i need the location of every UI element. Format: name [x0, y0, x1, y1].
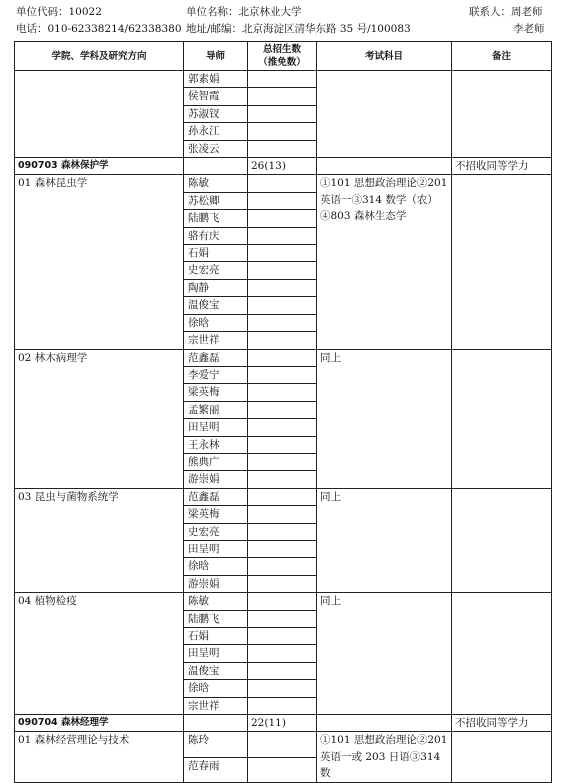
enroll-cell: [248, 192, 317, 209]
enroll-cell: [248, 88, 317, 105]
tutor-cell: 熊典广: [184, 453, 248, 470]
unit-name: 单位名称：北京林业大学: [186, 6, 302, 18]
tutor-cell: 石娟: [184, 628, 248, 645]
section-note: 不招收同等学力: [452, 715, 552, 732]
enroll-cell: [248, 575, 317, 592]
enroll-cell: [248, 227, 317, 244]
subjects-cell-cont: [317, 71, 452, 158]
tutor-cell: 范春雨: [184, 757, 248, 782]
tutor-cell: 史宏亮: [184, 262, 248, 279]
col-header-enroll-line2: （推免数）: [258, 57, 306, 68]
note-cell: [452, 175, 552, 349]
tutor-cell: 郭素娟: [184, 71, 248, 88]
tutor-cell: 孟繁丽: [184, 401, 248, 418]
section-enroll: 22(11): [248, 715, 317, 732]
enroll-cell: [248, 757, 317, 782]
enroll-cell: [248, 245, 317, 262]
enroll-cell: [248, 558, 317, 575]
tutor-cell: 陶静: [184, 279, 248, 296]
tutor-cell: 徐晗: [184, 558, 248, 575]
phone: 电话：010-62338214/62338380: [16, 23, 182, 35]
enroll-cell: [248, 262, 317, 279]
enroll-cell: [248, 680, 317, 697]
tutor-cell: 温俊宝: [184, 662, 248, 679]
dept-cell-cont: [15, 71, 184, 158]
enroll-cell: [248, 610, 317, 627]
enroll-cell: [248, 71, 317, 88]
note-cell: [452, 488, 552, 592]
section-title: 090704 森林经理学: [15, 715, 184, 732]
tutor-cell: 李爱宁: [184, 366, 248, 383]
tutor-cell: 张凌云: [184, 140, 248, 157]
section-enroll: 26(13): [248, 158, 317, 175]
direction-name: 04 植物检疫: [15, 593, 184, 715]
enroll-cell: [248, 453, 317, 470]
enroll-cell: [248, 279, 317, 296]
contact-2: 李老师: [513, 23, 545, 35]
enroll-cell: [248, 662, 317, 679]
direction-name: 01 森林经营理论与技术: [15, 732, 184, 783]
enroll-cell: [248, 384, 317, 401]
section-title: 090703 森林保护学: [15, 158, 184, 175]
enroll-cell: [248, 349, 317, 366]
exam-subjects: ①101 思想政治理论②201 英语一或 203 日语③314 数: [317, 732, 452, 783]
col-header-subjects: 考试科目: [317, 42, 452, 71]
exam-subjects: 同上: [317, 349, 452, 488]
tutor-cell: 田呈明: [184, 645, 248, 662]
enroll-cell: [248, 628, 317, 645]
tutor-cell: 陆鹏飞: [184, 610, 248, 627]
col-header-dept: 学院、学科及研究方向: [15, 42, 184, 71]
unit-code: 单位代码：10022: [16, 6, 102, 18]
tutor-cell: 石娟: [184, 245, 248, 262]
enroll-cell: [248, 488, 317, 505]
tutor-cell: [184, 158, 248, 175]
col-header-enroll: [248, 42, 317, 71]
note-cell-cont: [452, 71, 552, 158]
tutor-cell: 侯智霞: [184, 88, 248, 105]
exam-subjects: 同上: [317, 488, 452, 592]
tutor-cell: 宗世祥: [184, 332, 248, 349]
section-note: 不招收同等学力: [452, 158, 552, 175]
enroll-cell: [248, 210, 317, 227]
enroll-cell: [248, 366, 317, 383]
direction-name: 02 林木病理学: [15, 349, 184, 488]
tutor-cell: 温俊宝: [184, 297, 248, 314]
col-header-note: 备注: [452, 42, 552, 71]
tutor-cell: 孙永江: [184, 123, 248, 140]
enroll-cell: [248, 436, 317, 453]
enroll-cell: [248, 697, 317, 714]
tutor-cell: 游崇娟: [184, 575, 248, 592]
tutor-cell: 史宏亮: [184, 523, 248, 540]
tutor-cell: [184, 715, 248, 732]
tutor-cell: 苏淑钗: [184, 105, 248, 122]
tutor-cell: 范鑫磊: [184, 349, 248, 366]
tutor-cell: 田呈明: [184, 540, 248, 557]
note-cell: [452, 593, 552, 715]
tutor-cell: 陆鹏飞: [184, 210, 248, 227]
enroll-cell: [248, 123, 317, 140]
enroll-cell: [248, 593, 317, 610]
tutor-cell: 游崇娟: [184, 471, 248, 488]
enroll-cell: [248, 523, 317, 540]
tutor-cell: 范鑫磊: [184, 488, 248, 505]
enrollment-table: [14, 41, 552, 783]
enroll-cell: [248, 140, 317, 157]
tutor-cell: 徐晗: [184, 680, 248, 697]
col-header-tutor: 导师: [184, 42, 248, 71]
direction-name: 01 森林昆虫学: [15, 175, 184, 349]
enroll-cell: [248, 540, 317, 557]
enroll-cell: [248, 506, 317, 523]
address: 地址/邮编：北京海淀区清华东路 35 号/100083: [186, 23, 411, 35]
tutor-cell: 陈玲: [184, 732, 248, 757]
note-cell: [452, 349, 552, 488]
tutor-cell: 王永林: [184, 436, 248, 453]
tutor-cell: 苏松卿: [184, 192, 248, 209]
enroll-cell: [248, 401, 317, 418]
tutor-cell: 田呈明: [184, 419, 248, 436]
tutor-cell: 陈敏: [184, 593, 248, 610]
tutor-cell: 骆有庆: [184, 227, 248, 244]
enroll-cell: [248, 419, 317, 436]
direction-name: 03 昆虫与菌物系统学: [15, 488, 184, 592]
enroll-cell: [248, 105, 317, 122]
enroll-cell: [248, 645, 317, 662]
tutor-cell: 梁英梅: [184, 384, 248, 401]
col-header-enroll-line1: 总招生数: [262, 44, 301, 55]
enroll-cell: [248, 314, 317, 331]
tutor-cell: 梁英梅: [184, 506, 248, 523]
subjects-cell: [317, 158, 452, 175]
enroll-cell: [248, 175, 317, 192]
enroll-cell: [248, 332, 317, 349]
tutor-cell: 陈敏: [184, 175, 248, 192]
enroll-cell: [248, 732, 317, 757]
enroll-cell: [248, 471, 317, 488]
contact: 联系人：周老师: [469, 6, 543, 18]
subjects-cell: [317, 715, 452, 732]
exam-subjects: ①101 思想政治理论②201 英语一③314 数学（农）④803 森林生态学: [317, 175, 452, 349]
tutor-cell: 宗世祥: [184, 697, 248, 714]
tutor-cell: 徐晗: [184, 314, 248, 331]
exam-subjects: 同上: [317, 593, 452, 715]
enroll-cell: [248, 297, 317, 314]
